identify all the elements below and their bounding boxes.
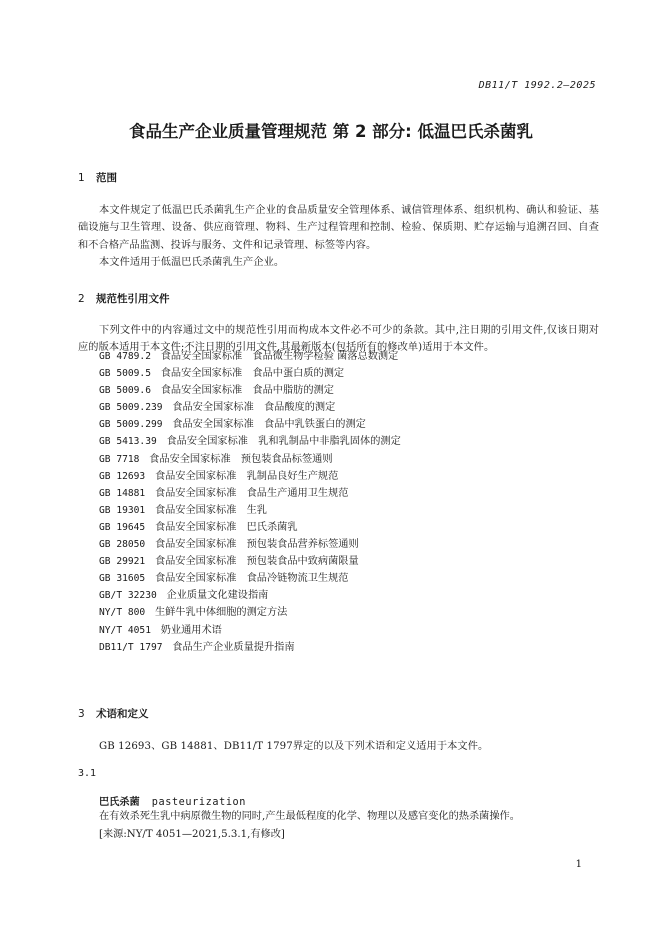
section-2-heading	[78, 291, 170, 306]
section-number: 1	[78, 172, 85, 184]
reference-item: GB 31605 食品安全国家标准 食品冷链物流卫生规范	[99, 573, 349, 585]
page-number: 1	[575, 859, 582, 870]
reference-item: GB 7718 食品安全国家标准 预包装食品标签通则	[99, 453, 333, 465]
term-number: 3.1	[78, 768, 97, 779]
reference-item: GB 5009.239 食品安全国家标准 食品酸度的测定	[99, 402, 336, 414]
reference-item: NY/T 800 生鲜牛乳中体细胞的测定方法	[99, 607, 288, 619]
section-number: 2	[78, 293, 85, 305]
reference-list	[99, 348, 401, 656]
standard-code: DB11/T 1992.2—2025	[478, 80, 596, 91]
document-title: 食品生产企业质量管理规范 第 2 部分: 低温巴氏杀菌乳	[128, 122, 534, 141]
reference-item: GB 5009.299 食品安全国家标准 食品中乳铁蛋白的测定	[99, 419, 366, 431]
reference-item: GB 5413.39 食品安全国家标准 乳和乳制品中非脂乳固体的测定	[99, 436, 401, 448]
section-1-heading	[78, 170, 117, 185]
term-english: pasteurization	[151, 797, 247, 808]
section-title: 术语和定义	[96, 708, 149, 720]
normative-refs-paragraph: 下列文件中的内容通过文中的规范性引用而构成本文件必不可少的条款。其中,注日期的引用文件,仅该日期对应的版本适用于本文件;不注日期的引用文件,其最新版本(包括所有的修改单)适用于本文件。	[78, 325, 599, 354]
reference-item: GB 12693 食品安全国家标准 乳制品良好生产规范	[99, 470, 339, 482]
reference-item: GB 4789.2 食品安全国家标准 食品微生物学检验 菌落总数测定	[99, 351, 399, 362]
reference-item: GB 5009.6 食品安全国家标准 食品中脂肪的测定	[99, 385, 334, 397]
term-source: [来源:NY/T 4051—2021,5.3.1,有修改]	[99, 829, 285, 840]
reference-item: DB11/T 1797 食品生产企业质量提升指南	[99, 641, 295, 653]
term-definition: 在有效杀死生乳中病原微生物的同时,产生最低程度的化学、物理以及感官变化的热杀菌操作。	[99, 811, 520, 822]
reference-item: NY/T 4051 奶业通用术语	[99, 624, 222, 636]
reference-item: GB 5009.5 食品安全国家标准 食品中蛋白质的测定	[99, 368, 345, 380]
terms-intro-paragraph: GB 12693、GB 14881、DB11/T 1797界定的以及下列术语和定义适用于本文件。	[99, 741, 489, 752]
reference-item: GB 19645 食品安全国家标准 巴氏杀菌乳	[99, 521, 298, 533]
section-title: 范围	[96, 172, 117, 184]
reference-item: GB 19301 食品安全国家标准 生乳	[99, 504, 267, 516]
scope-applicability-paragraph: 本文件适用于低温巴氏杀菌乳生产企业。	[99, 257, 285, 268]
reference-item: GB 29921 食品安全国家标准 预包装食品中致病菌限量	[99, 556, 359, 568]
section-number: 3	[78, 708, 85, 720]
term-entry	[99, 793, 246, 808]
section-3-heading	[78, 706, 149, 721]
section-title: 规范性引用文件	[96, 293, 170, 305]
reference-item: GB 14881 食品安全国家标准 食品生产通用卫生规范	[99, 487, 349, 499]
reference-item: GB/T 32230 企业质量文化建设指南	[99, 590, 269, 602]
term-chinese: 巴氏杀菌	[99, 797, 140, 808]
scope-paragraph: 本文件规定了低温巴氏杀菌乳生产企业的食品质量安全管理体系、诚信管理体系、组织机构、确认和验证、基础设施与卫生管理、设备、供应商管理、物料、生产过程管理和控制、检验、保质期、贮存运输与追溯召回、自查和不合格产品监测、投诉与服务、文件和记录管理、标签等内容。	[78, 205, 599, 251]
reference-item: GB 28050 食品安全国家标准 预包装食品营养标签通则	[99, 539, 359, 551]
